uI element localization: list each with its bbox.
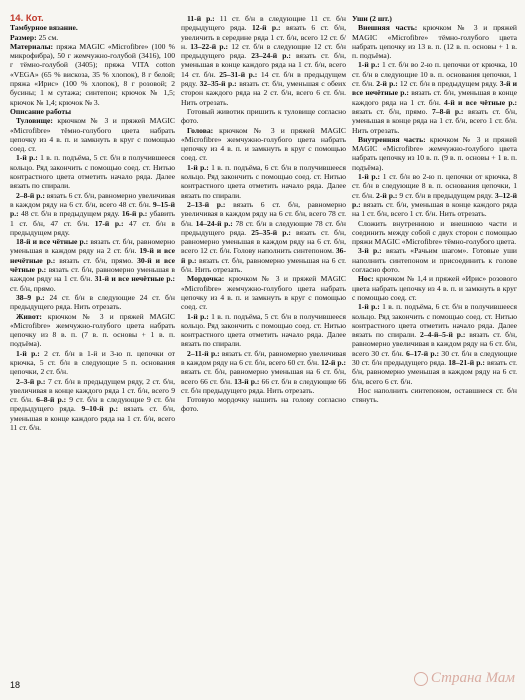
column-2	[181, 14, 346, 674]
paragraph: 11-й р.: 11 ст. б/н в следующие 11 ст. б/н предыдущего ряда. 12-й р.: вязать 6 ст. б/н, увеличить в середине ряда 1 ст. б/н, всего 12 ст. б/н. 13–22-й р.: 12 ст. б/н в следующие 12 ст. б/н предыдущего ряда. 23–24-й р.: вязать ст. б/н, уменьшая в конце каждого ряда на 1 ст. б/н, всего 14 ст. б/н. 25–31-й р.: 14 ст. б/н в предыдущем ряду. 32–35-й р.: вязать ст. б/н, уменьшая с обеих сторон каждого ряда на 2 ст. б/н, всего 6 ст. б/н. Нить отрезать.	[181, 14, 346, 107]
paragraph: 1-й р.: 1 в. п. подъёма, 5 ст. б/н в получившееся кольцо. Ряд закончить с помощью соед. ст. Нитью контрастного цвета отметить начало ряда. Далее вязать по спирали.	[181, 311, 346, 349]
paragraph: Готовый животик пришить к туловище согласно фото.	[181, 106, 346, 126]
paragraph: 1-й р.: 1 в. п. подъёма, 6 ст. б/н в получившееся кольцо. Ряд закончить с помощью соед. ст. Нитью контрастного цвета отметить начало ряда. Далее вязать по спирали. 2–4-й–5-й р.: вязать ст. б/н, равномерно увеличивая в каждом ряду на 6 ст. б/н, всего 30 ст. б/н. 6–17-й р.: 30 ст. б/н в следующие 30 ст. б/н предыдущего ряда. 18–21-й р.: вязать ст. б/н, равномерно уменьшая в каждом ряду на 6 ст. б/н, всего 6 ст. б/н.	[352, 302, 517, 386]
paragraph: Размер: 25 см.	[10, 32, 59, 42]
paragraph: Туловище: крючком № 3 и пряжей MAGIC «Microfibre» тёмно-голубого цвета набрать цепочку из 4 в. п. и замкнуть в круг с помощью соед. ст.	[10, 116, 175, 154]
paragraph: Сложить внутреннюю и внешнюю части и соединить между собой с двух сторон с помощью пряжи MAGIC «Microfibre» тёмно-голубого цвета.	[352, 218, 517, 247]
paragraph: 1-й р.: 1 в. п. подъёма, 6 ст. б/н в получившееся кольцо. Ряд закончить с помощью соед. ст. Нитью контрастного цвета отметить начало ряда. Далее вязать по спирали.	[181, 162, 346, 200]
paragraph: 38–9 р.: 24 ст. б/н в следующие 24 ст. б/н предыдущего ряда. Нить отрезать.	[10, 292, 175, 312]
paragraph: Внутренняя часть: крючком № 3 и пряжей MAGIC «Microfibre» жемчужно-голубого цвета набрать цепочку из 10 в. п. (9 в. п. основы + 1 в. п. подъёма).	[352, 134, 517, 172]
paragraph: Голова: крючком № 3 и пряжей MAGIC «Microfibre» жемчужно-голубого цвета набрать цепочку из 4 в. п. и замкнуть в круг с помощью соед. ст.	[181, 125, 346, 163]
column-3	[352, 14, 517, 674]
paragraph: 2–13-й р.: вязать 6 ст. б/н, равномерно увеличивая в каждом ряду на 6 ст. б/н, всего 78 ст. б/н. 14–24-й р.: 78 ст. б/н в следующие 78 ст. б/н предыдущего ряда. 25–35-й р.: вязать ст. б/н, равномерно уменьшая в каждом ряду на 6 ст. б/н, всего 12 ст. б/н. Голову наполнить синтепоном. 36-й р.: вязать ст. б/н, равномерно уменьшая на 6 ст. б/н. Нить отрезать.	[181, 199, 346, 275]
page-number: 18	[10, 680, 21, 690]
paragraph: 1-й р.: 1 ст. б/н во 2-ю п. цепочки от крючка, 10 ст. б/н в следующие 10 в. п. основания цепочки, 1 ст. б/н. 2-й р.: 12 ст. б/н в предыдущем ряду. 3-й и все нечётные р.: вязать ст. б/н, уменьшая в конце каждого ряда на 1 ст. б/н. 4-й и все чётные р.: вязать ст. б/н, прямо. 7–8-й р.: вязать ст. б/н, уменьшая в конце ряда на 1 ст. б/н, всего 1 ст. б/н. Нить отрезать.	[352, 60, 517, 135]
paragraph: Нос: крючком № 1,4 и пряжей «Ирис» розового цвета набрать цепочку из 4 в. п. и замкнуть в круг с помощью соед. ст.	[352, 274, 517, 302]
section-heading: Описание работы	[10, 106, 72, 116]
paragraph: 18-й и все чётные р.: вязать ст. б/н, равномерно уменьшая в каждом ряду на 2 ст. б/н. 19-й и все нечётные р.: вязать ст. б/н, прямо. 30-й и все чётные р.: вязать ст. б/н, равномерно уменьшая в каждом ряду на 1 ст. б/н. 31-й и все нечётные р.: ст. б/н, прямо.	[10, 237, 175, 293]
technique-label: Тамбурное вязание.	[10, 23, 78, 33]
section-title: 14. Кот.	[10, 14, 44, 24]
paragraph: 3-й р.: вязать «Рачьим шагом». Готовые уши наполнить синтепоном и присоединить к голове согласно фото.	[352, 246, 517, 275]
paragraph: Внешняя часть: крючком № 3 и пряжей MAGIC «Microfibre» тёмно-голубого цвета набрать цепочку из 13 в. п. (12 в. п. основы + 1 в. п. подъёма).	[352, 23, 517, 61]
watermark-logo-icon	[414, 672, 428, 686]
paragraph: 2–11-й р.: вязать ст. б/н, равномерно увеличивая в каждом ряду на 6 ст. б/н, всего 60 ст. б/н. 12-й р.: вязать ст. б/н, равномерно уменьшая на 6 ст. б/н, всего 66 ст. б/н. 13-й р.: 66 ст. б/н в следующие 66 ст. б/н предыдущего ряда. Нить отрезать.	[181, 348, 346, 395]
paragraph: 2–8-й р.: вязать 6 ст. б/н, равномерно увеличивая в каждом ряду на 6 ст. б/н, всего 48 ст. б/н. 9–15-й р.: 48 ст. б/н в предыдущем ряду. 16-й р.: убавить 1 ст. б/н, 47 ст. б/н. 17-й р.: 47 ст. б/н в предыдущем ряду.	[10, 190, 175, 237]
document-page	[10, 14, 517, 674]
paragraph: Материалы: пряжа MAGIC «Microfibre» (100 % микрофибра), 50 г жемчужно-голубой (3416), 100 г тёмно-голубой (3405); пряжа VITA cotton «VEGA» (65 % вискоза, 35 % хлопок), 8 г белой; пряжа «Ирис» (100 % хлопок), 8 г розовой; 2 бусины; 1 м сутажа; синтепон; крючок № 1,5; крючок № 1,4; крючок № 3.	[10, 41, 175, 107]
section-heading: Уши (2 шт.)	[352, 14, 392, 23]
paragraph: Живот: крючком № 3 и пряжей MAGIC «Microfibre» жемчужно-голубого цвета набрать цепочку из 8 в. п. (7 в. п. основы + 1 в. п. подъёма).	[10, 311, 175, 349]
paragraph: Мордочка: крючком № 3 и пряжей MAGIC «Microfibre» жемчужно-голубого цвета набрать цепочку из 4 в. п. и замкнуть в круг с помощью соед. ст.	[181, 274, 346, 312]
paragraph: Нос наполнить синтепоном, оставшиеся ст. б/н стянуть.	[352, 385, 517, 405]
watermark: Страна Мам	[414, 670, 515, 687]
paragraph: 1-й р.: 2 ст. б/н в 1-й и 3-ю п. цепочки от крючка, 5 ст. б/н в следующие 5 п. основания цепочки, 2 ст. б/н.	[10, 348, 175, 377]
paragraph: 1-й р.: 1 в. п. подъёма, 5 ст. б/н в получившееся кольцо. Ряд закончить с помощью соед. ст. Нитью контрастного цвета отметить начало ряда. Далее вязать по спирали.	[10, 153, 175, 191]
paragraph: Готовую мордочку нашить на голову согласно фото.	[181, 395, 346, 414]
paragraph: 2–3-й р.: 7 ст. б/н в предыдущем ряду, 2 ст. б/н, увеличивая в конце каждого ряда 1 ст. б/н, всего 9 ст. б/н. 6–8-й р.: 9 ст. б/н в следующие 9 ст. б/н предыдущего ряда. 9–10-й р.: вязать ст. б/н, уменьшая в конце каждого ряда на 1 ст. б/н, всего 11 ст. б/н.	[10, 376, 175, 433]
column-1	[10, 14, 175, 674]
paragraph: 1-й р.: 1 ст. б/н во 2-ю п. цепочки от крючка, 8 ст. б/н в следующие 8 в. п. основания цепочки, 1 ст. б/н. 2-й р.: 9 ст. б/н в предыдущем ряду. 3–12-й р.: вязать ст. б/н, уменьшая в конце каждого ряда на 1 ст. б/н, всего 1 ст. б/н. Нить отрезать.	[352, 172, 517, 219]
